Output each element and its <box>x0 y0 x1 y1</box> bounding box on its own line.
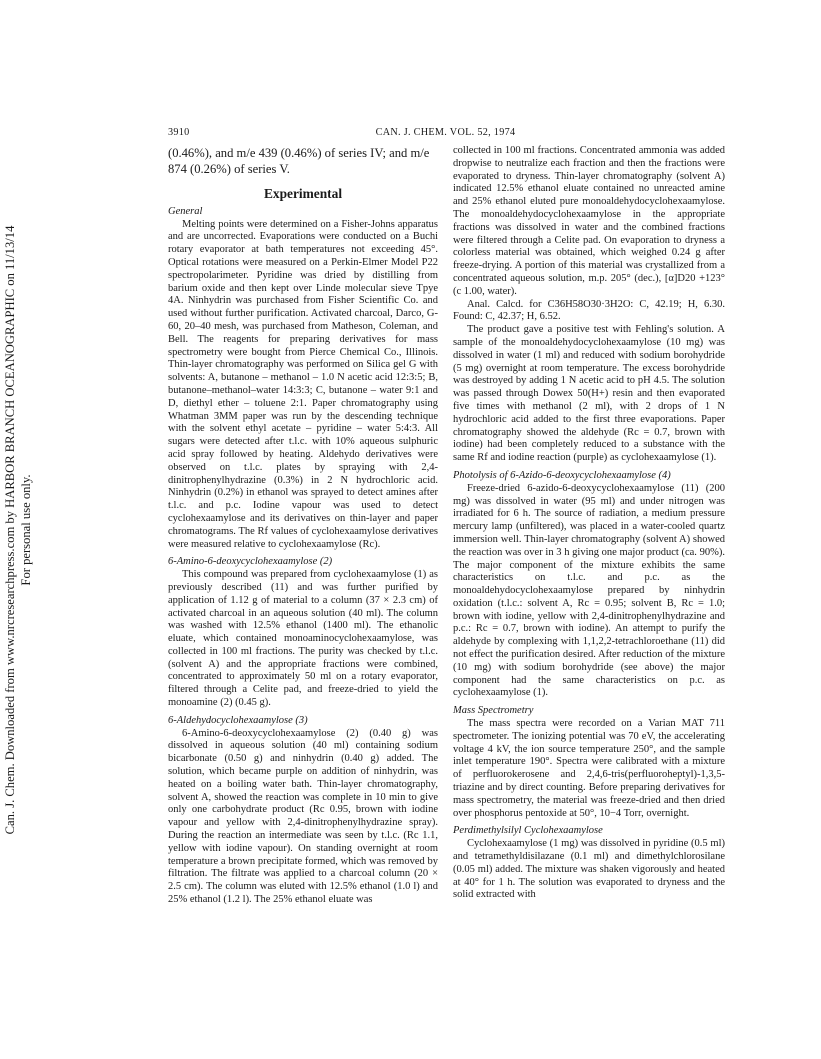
running-title: CAN. J. CHEM. VOL. 52, 1974 <box>375 127 516 138</box>
paragraph-aldehydo: 6-Amino-6-deoxycyclohexaamylose (2) (0.40 g) was dissolved in aqueous solution (40 ml) containing sodium bicarbonate (0.50 g) and ninhydrin (0.40 g) added. The solution, which became purple on addition of ninhydrin, was heated on a boiling water bath. Thin-layer chromatography, solvent A, showed the reaction was complete in 10 min to give only one carbohydrate product (Rc 0.95, brown with iodine vapour and yellow with 2,4-dinitrophenylhydrazine spray). During the reaction an intermediate was seen by t.l.c. (Rc 1.1, yellow with iodine vapour). On standing overnight at room temperature a brown precipitate formed, which was removed by filtration. The filtrate was applied to a charcoal column (20 × 2.5 cm). The column was eluted with 12.5% ethanol (1.0 l) and 25% ethanol (1.2 l). The 25% ethanol eluate was <box>168 727 438 906</box>
page-number: 3910 <box>168 127 190 138</box>
paragraph-mass-spectrometry: The mass spectra were recorded on a Varian MAT 711 spectrometer. The ionizing potential was 70 eV, the accelerating voltage 4 kV, the ion source temperature 250°, and the sample inlet temperature 190°. Spectra were calibrated with a mixture of perfluorokerosene and 2,4,6-tris(perfluoroheptyl)-1,3,5-triazine and by direct counting. Before preparing derivatives for mass spectrometry, the material was freeze-dried and then dried over phosphorus pentoxide at 50°, 10−4 Torr, overnight. <box>453 718 725 819</box>
download-notice-line-2: For personal use only. <box>19 474 33 586</box>
lead-paragraph: (0.46%), and m/e 439 (0.46%) of series IV; and m/e 874 (0.26%) of series V. <box>168 146 430 176</box>
running-header <box>168 127 723 143</box>
paragraph-general: Melting points were determined on a Fisher-Johns apparatus and are uncorrected. Evaporations were conducted on a Buchi rotary evaporator at bath temperatures not exceeding 45°. Optical rotations were measured on a Perkin-Elmer Model P22 spectropolarimeter. Pyridine was dried by distilling from barium oxide and then kept over Linde molecular sieve Tpye 4A. Ninhydrin was purchased from Fisher Scientific Co. and used without further purification. Activated charcoal, Darco, G-60, 20–40 mesh, was purchased from Matheson, Coleman, and Bell. The reagents for preparing derivatives for mass spectrometry were bought from Pierce Chemical Co., Illinois. Thin-layer chromatography was performed on Silica gel G with solvents: A, butanone – methanol – 1.0 N acetic acid 12:3:5; B, butanone–methanol–water 14:3:3; C, butanone – water 9:1 and D, diethyl ether – toluene 2:1. Paper chromatography using Whatman 3MM paper was run by the descending technique with the solvent ethyl acetate – pyridine – water 5:4:3. All sugars were detected after t.l.c. with 10% aqueous sulphuric acid spray followed by heating. Aldehydo derivatives were observed on t.l.c. plates by spraying with 2,4-dinitrophenylhydrazine (0.3%) in 2 N hydrochloric acid. Ninhydrin (0.2%) in ethanol was sprayed to detect amines after t.l.c. and p.c. Iodine vapour was used to detect cyclohexaamylose and its derivatives on thin-layer and paper chromatograms. The Rf values of cyclohexaamylose derivatives were measured relative to cyclohexaamylose (Rc). <box>168 218 438 550</box>
paragraph-fehling: The product gave a positive test with Fehling's solution. A sample of the monoaldehydocyclohexaamylose (10 mg) was dissolved in water (1 ml) and reduced with sodium borohydride (5 mg) overnight at room temperature. The excess borohydride was destroyed by adding 1 N acetic acid to pH 4.5. The solution was passed through Dowex 50(H+) resin and then evaporated five times with methanol (2 ml), with 2 drops of 1 N hydrochloric acid added to the first three evaporations. Paper chromatography showed the aldehyde (Rc = 0.7, brown with iodine) had been completely reduced to a substance with the same Rf and iodine reaction (purple) as cyclohexaamylose (1). <box>453 324 725 464</box>
paragraph-photolysis: Freeze-dried 6-azido-6-deoxycyclohexaamylose (11) (200 mg) was dissolved in water (95 ml) and under nitrogen was irradiated for 6 h. The source of radiation, a medium pressure mercury lamp (unfiltered), was placed in a water-cooled quartz immersion well. Thin-layer chromatography (solvent A) showed the reaction was over in 3 h giving one major product (ca. 90%). The major component of the mixture exhibits the same characteristics on t.l.c. and p.c. as the monoaldehydocyclohexaamylose prepared by ninhydrin oxidation (t.l.c.: solvent A, Rc = 0.95; solvent B, Rc = 1.0; brown with iodine, yellow with 2,4-dinitrophenylhydrazine and p.c.: Rc = 0.7, brown with iodine). An attempt to purify the aldehyde by complexing with 1,1,2,2-tetrachloroethane (11) did not effect the purification desired. After reduction of the mixture (10 mg) with sodium borohydride (see above) the major component had the same characteristics on p.c. as cyclohexaamylose (1). <box>453 482 725 699</box>
subheading-perdimethylsilyl: Perdimethylsilyl Cyclohexaamylose <box>453 825 603 837</box>
subheading-mass-spectrometry: Mass Spectrometry <box>453 705 534 717</box>
download-notice-line-1: Can. J. Chem. Downloaded from www.nrcresearchpress.com by HARBOR BRANCH OCEANOGRAPHIC on 11/13/14 <box>3 225 17 835</box>
download-notice <box>2 130 42 930</box>
paragraph-continued: collected in 100 ml fractions. Concentrated ammonia was added dropwise to neutralize each fraction and then the fractions were evaporated to dryness. Thin-layer chromatography (solvent A) indicated 12.5% ethanol eluate contained no unreacted amine and 25% ethanol eluted pure monoaldehydocyclohexaamylose. The monoaldehydocyclohexaamylose in the appropriate fractions was dissolved in water and the combined fractions were filtered through a Celite pad. On evaporation to dryness a colorless material was obtained, which weighed 0.24 g after freeze-drying. A portion of this material was crystallized from a concentrated aqueous solution, m.p. 205° (dec.), [α]D20 +123° (c 1.00, water). <box>453 145 725 297</box>
paragraph-perdimethylsilyl: Cyclohexaamylose (1 mg) was dissolved in pyridine (0.5 ml) and tetramethyldisilazane (0.1 ml) and dimethylchlorosilane (0.05 ml) added. The mixture was shaken vigorously and heated at 40° for 1 h. The solution was evaporated to dryness and the solid extracted with <box>453 838 725 901</box>
right-column <box>453 145 725 902</box>
subheading-amino: 6-Amino-6-deoxycyclohexaamylose (2) <box>168 556 333 568</box>
subheading-photolysis: Photolysis of 6-Azido-6-deoxycyclohexaamylose (4) <box>453 469 671 481</box>
paragraph-analysis: Anal. Calcd. for C36H58O30·3H2O: C, 42.19; H, 6.30. Found: C, 42.37; H, 6.52. <box>453 298 725 323</box>
subheading-general: General <box>168 205 203 217</box>
paragraph-amino: This compound was prepared from cyclohexaamylose (1) as previously described (11) and was further purified by application of 1.12 g of material to a column (37 × 2.3 cm) of activated charcoal in an aqueous solution (40 ml). The column was washed with 12.5% ethanol (1400 ml). The ethanolic eluate, which contained monoaminocyclohexaamylose, was collected in 100 ml fractions. The purity was checked by t.l.c. (solvent A) and the appropriate fractions were combined, concentrated to approximately 50 ml on a rotary evaporator, filtered through a Celite pad, and freeze-dried to yield the monoamine (2) (0.45 g). <box>168 569 438 709</box>
section-heading-experimental: Experimental <box>263 186 343 201</box>
left-column <box>168 145 438 907</box>
subheading-aldehydo: 6-Aldehydocyclohexaamylose (3) <box>168 714 308 726</box>
